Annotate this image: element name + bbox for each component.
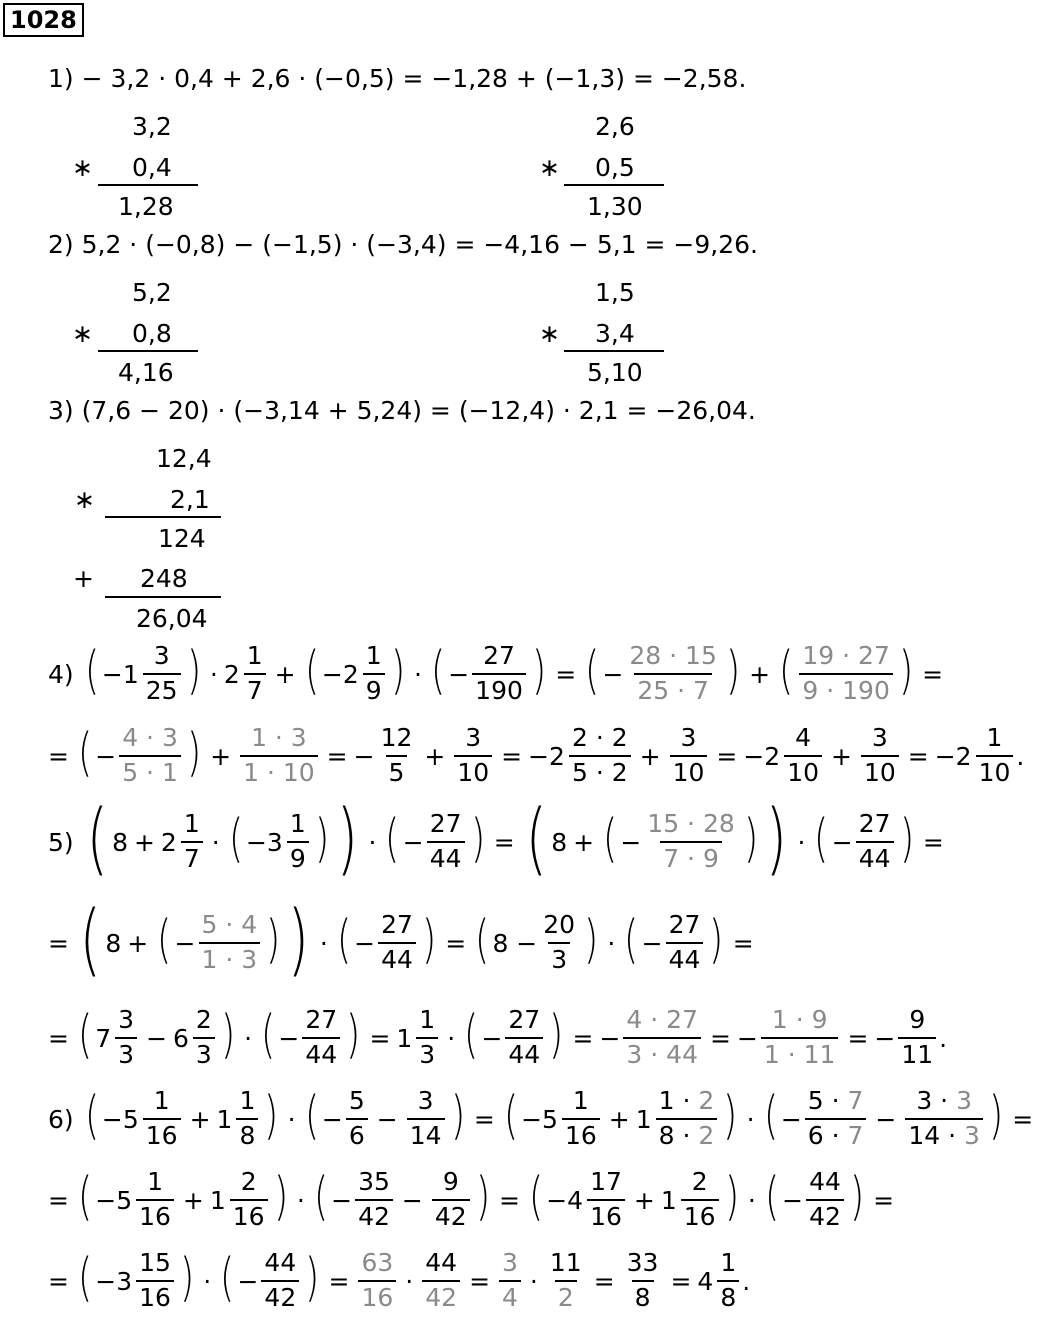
fraction: $\frac{1}{8}$ (236, 1087, 258, 1151)
calc-rule (105, 516, 221, 518)
whole-part: 2 (223, 659, 240, 689)
fraction: $\frac{3}{10}$ (454, 724, 492, 788)
calc-bottom: 3,4 (595, 319, 635, 348)
fraction: $\frac{2}{16}$ (230, 1168, 268, 1232)
column-calc-1b (527, 112, 687, 222)
calc-rule (98, 350, 198, 352)
whole-part: 4 (697, 1266, 714, 1296)
fraction: $\frac{3 \cdot 3}{14 \cdot 3}$ (905, 1087, 983, 1151)
fraction: $\frac{27}{190}$ (472, 642, 526, 706)
calc-top: 1,5 (595, 278, 635, 307)
whole-part: −5 (95, 1185, 133, 1215)
whole-part: 2 (160, 827, 177, 857)
equation-2-text: 2) 5,2 · (−0,8) − (−1,5) · (−3,4) = −4,16 − 5,1 = −9,26. (48, 229, 758, 259)
fraction: $\frac{3}{25}$ (143, 642, 181, 706)
whole-part: −5 (521, 1104, 558, 1134)
fraction: $\frac{11}{2}$ (549, 1248, 582, 1312)
fraction: $\frac{1 \cdot 9}{1 \cdot 11}$ (761, 1006, 839, 1070)
fraction: $\frac{27}{44}$ (856, 810, 894, 874)
fraction: $\frac{17}{16}$ (587, 1168, 625, 1232)
equation-3 (48, 390, 756, 430)
calc-bottom: 2,1 (170, 485, 210, 514)
calc-rule (98, 184, 198, 186)
calc-bottom: 0,8 (132, 319, 172, 348)
column-calc-2b (527, 278, 687, 388)
fraction: $\frac{1 \cdot 3}{1 \cdot 10}$ (240, 724, 318, 788)
fraction: $\frac{4 \cdot 3}{5 \cdot 1}$ (119, 724, 181, 788)
fraction: $\frac{5 \cdot 7}{6 \cdot 7}$ (805, 1087, 867, 1151)
calc-sign: ∗ (72, 153, 93, 182)
fraction: $\frac{15}{16}$ (136, 1249, 174, 1313)
fraction: $\frac{44}{42}$ (261, 1249, 299, 1313)
whole-part: 6 (173, 1023, 189, 1053)
equation-6-label: 6) (48, 1104, 74, 1134)
calc-bottom: 0,4 (132, 153, 172, 182)
whole-part: −2 (934, 741, 972, 771)
equation-5-line-1: 5) ( 8 + 2 $\frac{1}{7}$ · ( −3 $\frac{1}{9}$ ) ) · ( − $\frac{27}{44}$ ) = ( 8 + ( − $\frac{15 \cdot 28}{7 \cdot 9}$ ) ) · ( − $\frac{27}{44}$ ) = (48, 794, 944, 884)
calc-sign: ∗ (539, 153, 560, 182)
column-calc-3 (60, 444, 240, 644)
calc-rule (564, 350, 664, 352)
fraction: $\frac{35}{42}$ (355, 1168, 393, 1232)
whole-part: 1 (209, 1185, 226, 1215)
fraction: $\frac{15 \cdot 28}{7 \cdot 9}$ (647, 809, 735, 873)
equation-3-text: 3) (7,6 − 20) · (−3,14 + 5,24) = (−12,4) · 2,1 = −26,04. (48, 395, 756, 425)
calc-sign: ∗ (72, 319, 93, 348)
equation-5-line-3: = ( 7 $\frac{3}{3}$ − 6 $\frac{2}{3}$ ) · ( − $\frac{27}{44}$ ) = 1 $\frac{1}{3}$ · ( − $\frac{27}{44}$ ) = − $\frac{4 \cdot 27}{3 \cdot 44}$ = − $\frac{1 \cdot 9}{1 \cdot 11}$ = − $\frac{9}{11}$ . (48, 1005, 948, 1069)
equation-4-line-2: = ( − $\frac{4 \cdot 3}{5 \cdot 1}$ ) + $\frac{1 \cdot 3}{1 \cdot 10}$ = − $\frac{12}{5}$ + $\frac{3}{10}$ = −2 $\frac{2 \cdot 2}{5 \cdot 2}$ + $\frac{3}{10}$ = −2 $\frac{4}{10}$ + $\frac{3}{10}$ = −2 $\frac{1}{10}$ . (48, 723, 1025, 787)
equation-4-line-1: 4) ( −1 $\frac{3}{25}$ ) · 2 $\frac{1}{7}$ + ( −2 $\frac{1}{9}$ ) · ( − $\frac{27}{190}$ ) = ( − $\frac{28 \cdot 15}{25 \cdot 7}$ ) + ( $\frac{19 \cdot 27}{9 \cdot 190}$ ) = (48, 641, 944, 705)
fraction: $\frac{1}{7}$ (244, 642, 266, 706)
calc-bottom: 0,5 (595, 153, 635, 182)
fraction: $\frac{9}{42}$ (432, 1168, 470, 1232)
fraction: $\frac{28 \cdot 15}{25 \cdot 7}$ (629, 641, 717, 705)
calc-plus: + (73, 564, 94, 593)
column-calc-2a (60, 278, 220, 388)
fraction: $\frac{1}{16}$ (143, 1087, 181, 1151)
fraction: $\frac{5}{6}$ (346, 1087, 368, 1151)
whole-part: 1 (396, 1023, 413, 1053)
fraction: $\frac{9}{11}$ (898, 1006, 936, 1070)
fraction: $\frac{63}{16}$ (358, 1249, 396, 1313)
fraction: $\frac{3}{14}$ (407, 1087, 445, 1151)
whole-part: −2 (321, 659, 359, 689)
equation-1-text: 1) − 3,2 · 0,4 + 2,6 · (−0,5) = −1,28 + (−1,3) = −2,58. (48, 63, 747, 93)
fraction: $\frac{44}{42}$ (422, 1249, 460, 1313)
fraction: $\frac{2}{3}$ (193, 1006, 215, 1070)
fraction: $\frac{1}{8}$ (717, 1249, 739, 1313)
whole-part: −3 (95, 1266, 133, 1296)
whole-part: 1 (660, 1185, 677, 1215)
fraction: $\frac{44}{42}$ (806, 1168, 844, 1232)
calc-top: 2,6 (595, 112, 635, 141)
calc-top: 12,4 (156, 444, 212, 473)
column-calc-1a (60, 112, 220, 222)
whole-part: −2 (528, 741, 565, 771)
fraction: $\frac{1}{16}$ (136, 1168, 174, 1232)
fraction: $\frac{3}{10}$ (670, 724, 708, 788)
calc-rule (105, 596, 221, 598)
calc-result: 4,16 (118, 358, 174, 387)
calc-result: 26,04 (136, 604, 208, 633)
equation-1 (48, 58, 746, 98)
fraction: $\frac{3}{4}$ (499, 1249, 521, 1313)
fraction: $\frac{1}{10}$ (976, 724, 1014, 788)
fraction: $\frac{3}{3}$ (115, 1006, 137, 1070)
fraction: $\frac{12}{5}$ (380, 723, 413, 787)
calc-result: 5,10 (587, 358, 643, 387)
fraction: $\frac{3}{10}$ (861, 724, 899, 788)
whole-part: 1 (216, 1104, 233, 1134)
fraction: $\frac{4 \cdot 27}{3 \cdot 44}$ (623, 1006, 701, 1070)
fraction: $\frac{27}{44}$ (666, 911, 704, 975)
fraction: $\frac{1}{9}$ (363, 642, 385, 706)
fraction: $\frac{20}{3}$ (543, 910, 576, 974)
fraction: $\frac{1 \cdot 2}{8 \cdot 2}$ (656, 1087, 718, 1151)
whole-part: −1 (101, 659, 139, 689)
term: 8 (112, 827, 128, 857)
fraction: $\frac{27}{44}$ (505, 1006, 543, 1070)
fraction: $\frac{19 \cdot 27}{9 \cdot 190}$ (799, 642, 892, 706)
calc-top: 3,2 (132, 112, 172, 141)
equation-6-line-2: = ( −5 $\frac{1}{16}$ + 1 $\frac{2}{16}$ ) · ( − $\frac{35}{42}$ − $\frac{9}{42}$ ) = ( −4 $\frac{17}{16}$ + 1 $\frac{2}{16}$ ) · ( − $\frac{44}{42}$ ) = (48, 1167, 895, 1231)
fraction: $\frac{2}{16}$ (681, 1168, 719, 1232)
fraction: $\frac{2 \cdot 2}{5 \cdot 2}$ (569, 724, 631, 788)
fraction: $\frac{5 \cdot 4}{1 \cdot 3}$ (199, 911, 261, 975)
whole-part: 1 (635, 1104, 652, 1134)
calc-partial-2: 248 (140, 564, 188, 593)
calc-top: 5,2 (132, 278, 172, 307)
calc-rule (564, 184, 664, 186)
equation-4-label: 4) (48, 659, 74, 689)
fraction: $\frac{27}{44}$ (378, 911, 416, 975)
calc-result: 1,28 (118, 192, 174, 221)
fraction: $\frac{4}{10}$ (784, 724, 822, 788)
whole-part: −4 (546, 1185, 584, 1215)
problem-number: 1028 (3, 3, 84, 37)
whole-part: 7 (95, 1023, 112, 1053)
fraction: $\frac{1}{16}$ (562, 1087, 600, 1151)
calc-sign: ∗ (539, 319, 560, 348)
whole-part: −5 (101, 1104, 139, 1134)
equation-5-line-2: = ( 8 + ( − $\frac{5 \cdot 4}{1 \cdot 3}$ ) ) · ( − $\frac{27}{44}$ ) = ( 8 − $\frac{20}{3}$ ) · ( − $\frac{27}{44}$ ) = (48, 895, 754, 985)
fraction: $\frac{1}{3}$ (416, 1006, 438, 1070)
equation-2 (48, 224, 758, 264)
fraction: $\frac{33}{8}$ (626, 1248, 659, 1312)
equation-5-label: 5) (48, 827, 74, 857)
equation-6-line-1: 6) ( −5 $\frac{1}{16}$ + 1 $\frac{1}{8}$ ) · ( − $\frac{5}{6}$ − $\frac{3}{14}$ ) = ( −5 $\frac{1}{16}$ + 1 $\frac{1 \cdot 2}{8 \cdot 2}$ ) · ( − $\frac{5 \cdot 7}{6 \cdot 7}$ − $\frac{3 \cdot 3}{14 \cdot 3}$ ) = (48, 1086, 1034, 1150)
calc-partial-1: 124 (158, 524, 206, 553)
calc-result: 1,30 (587, 192, 643, 221)
fraction: $\frac{27}{44}$ (302, 1006, 340, 1070)
fraction: $\frac{1}{9}$ (287, 810, 309, 874)
whole-part: −2 (743, 741, 781, 771)
fraction: $\frac{1}{7}$ (181, 810, 203, 874)
fraction: $\frac{27}{44}$ (427, 810, 465, 874)
equation-6-line-3: = ( −3 $\frac{15}{16}$ ) · ( − $\frac{44}{42}$ ) = $\frac{63}{16}$ · $\frac{44}{42}$ = $\frac{3}{4}$ · $\frac{11}{2}$ = $\frac{33}{8}$ = 4 $\frac{1}{8}$ . (48, 1248, 751, 1312)
calc-sign: ∗ (74, 485, 95, 514)
whole-part: −3 (245, 827, 283, 857)
